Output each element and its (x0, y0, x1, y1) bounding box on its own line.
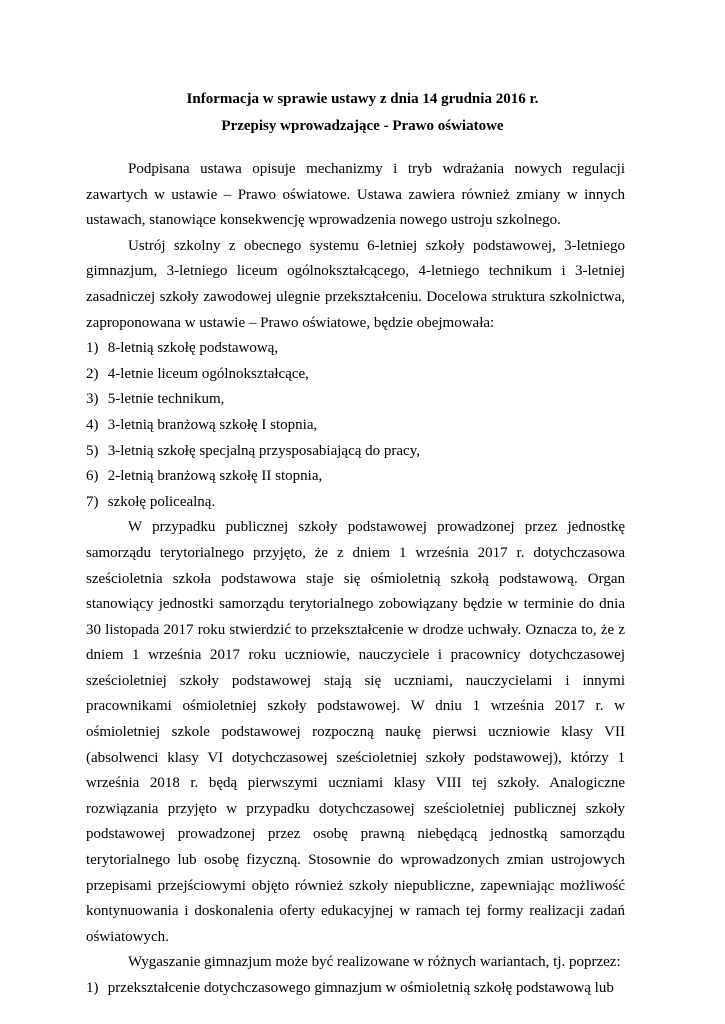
list-item-text: 2-letnią branżową szkołę II stopnia, (107, 468, 323, 485)
list-item (86, 413, 625, 439)
list-item (86, 976, 625, 1002)
list-item-number: 5) (86, 442, 99, 459)
phaseout-variants-list (86, 976, 625, 1002)
school-structure-list (86, 336, 625, 515)
document-header (0, 86, 725, 139)
list-item-text: 3-letnią szkołę specjalną przysposabiającą do pracy, (107, 442, 420, 459)
list-item (86, 336, 625, 362)
paragraph-gymnasium-phaseout: Wygaszanie gimnazjum może być realizowane w różnych wariantach, tj. poprzez: (128, 954, 621, 971)
paragraph-structure: Ustrój szkolny z obecnego systemu 6-letniej szkoły podstawowej, 3-letniego gimnazjum, 3-letniego liceum ogólnokształcącego, 4-letniego technikum i 3-letniej zasadniczej szkoły zawodowej ulegnie przekształceniu. Docelowa struktura szkolnictwa, zaproponowana w ustawie – Prawo oświatowe, będzie obejmowała: (86, 237, 625, 331)
list-item-number: 3) (86, 391, 99, 408)
paragraph-intro: Podpisana ustawa opisuje mechanizmy i tryb wdrażania nowych regulacji zawartych w ustawie – Prawo oświatowe. Ustawa zawiera również zmiany w innych ustawach, stanowiące konsekwencję wprowadzenia nowego ustroju szkolnego. (86, 161, 625, 229)
list-item (86, 387, 625, 413)
list-item-number: 7) (86, 493, 99, 510)
list-item-number: 1) (86, 980, 99, 996)
paragraph-primary-school: W przypadku publicznej szkoły podstawowej prowadzonej przez jednostkę samorządu terytorialnego przyjęto, że z dniem 1 września 2017 r. dotychczasowa sześcioletnia szkoła podstawowa staje się ośmioletnią szkołą podstawową. Organ stanowiący jednostki samorządu terytorialnego zobowiązany będzie w terminie do dnia 30 listopada 2017 roku stwierdzić to przekształcenie w drodze uchwały. Oznacza to, że z dniem 1 września 2017 roku uczniowie, nauczyciele i pracownicy dotychczasowej sześcioletniej szkoły podstawowej stają się uczniami, nauczycielami i innymi pracownikami ośmioletniej szkoły podstawowej. W dniu 1 września 2017 r. w ośmioletniej szkole podstawowej rozpoczną naukę pierwsi uczniowie klasy VII (absolwenci klasy VI dotychczasowej sześcioletniej szkoły podstawowej), którzy 1 września 2018 r. będą pierwszymi uczniami klasy VIII tej szkoły. Analogiczne rozwiązania przyjęto w przypadku dotychczasowej sześcioletniej publicznej szkoły podstawowej prowadzonej przez osobę prawną niebędącą jednostką samorządu terytorialnego lub osobę fizyczną. Stosownie do wprowadzonych zmian ustrojowych przepisami przejściowymi objęto również szkoły niepubliczne, zapewniając możliwość kontynuowania i doskonalenia oferty edukacyjnej w ramach tej formy realizacji zadań oświatowych. (86, 519, 625, 945)
list-item (86, 464, 625, 490)
list-item-number: 6) (86, 468, 99, 485)
list-item-number: 4) (86, 416, 99, 433)
list-item-text: 8-letnią szkołę podstawową, (107, 340, 279, 357)
list-item-text: 5-letnie technikum, (107, 391, 225, 408)
document-title: Informacja w sprawie ustawy z dnia 14 grudnia 2016 r. (186, 91, 539, 107)
list-item-text: przekształcenie dotychczasowego gimnazjum w ośmioletnią szkołę podstawową lub (107, 980, 614, 996)
list-item-text: 3-letnią branżową szkołę I stopnia, (107, 416, 318, 433)
list-item (86, 490, 625, 516)
list-item-number: 2) (86, 365, 99, 382)
document-subtitle: Przepisy wprowadzające - Prawo oświatowe (221, 118, 504, 134)
list-item-text: szkołę policealną. (107, 493, 216, 510)
list-item (86, 362, 625, 388)
document-body (86, 157, 625, 1002)
list-item-number: 1) (86, 340, 99, 357)
list-item (86, 439, 625, 465)
list-item-text: 4-letnie liceum ogólnokształcące, (107, 365, 309, 382)
